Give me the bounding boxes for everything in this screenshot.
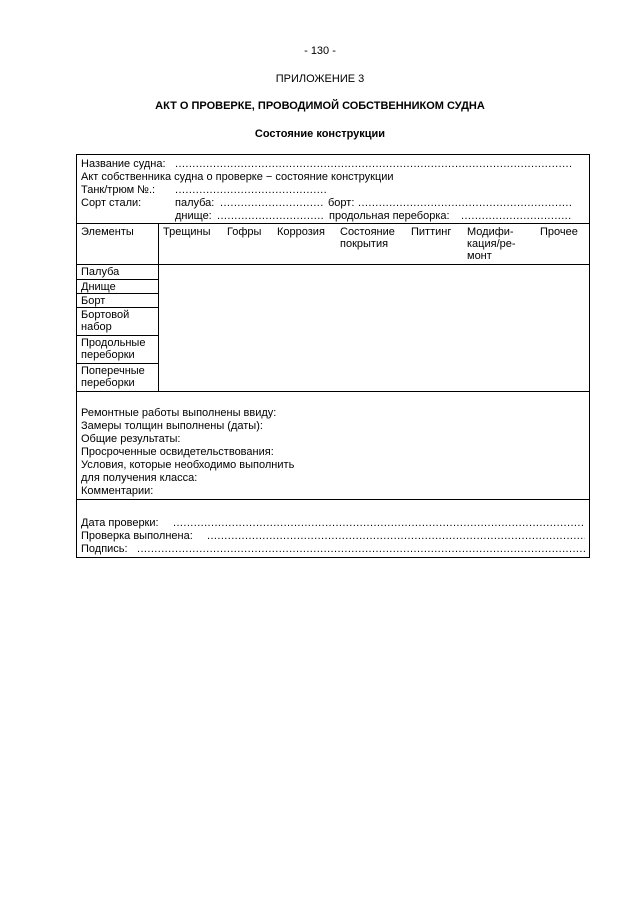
repairs-label: Ремонтные работы выполнены ввиду:: [81, 407, 277, 419]
bottom-steel-label: днище:: [175, 210, 212, 222]
col-buckling: Гофры: [227, 226, 262, 238]
deck-steel-label: палуба:: [175, 197, 215, 209]
divider: [77, 293, 158, 294]
class-conditions-label: Условия, которые необходимо выполнить: [81, 459, 295, 471]
col-other: Прочее: [540, 226, 578, 238]
steel-grade-label: Сорт стали:: [81, 197, 142, 209]
side-steel-label: борт:: [328, 197, 355, 209]
side-steel-field[interactable]: [358, 197, 571, 209]
bottom-steel-field[interactable]: [217, 210, 325, 222]
col-coating-condition: Состояние покрытия: [340, 226, 395, 250]
act-title-line: Акт собственника судна о проверке − состояние конструкции: [81, 171, 394, 183]
document-title: АКТ О ПРОВЕРКЕ, ПРОВОДИМОЙ СОБСТВЕННИКОМ СУДНА: [155, 100, 485, 112]
inspection-done-by-field[interactable]: [207, 530, 585, 542]
row-side-framing: Бортовой набор: [81, 309, 130, 333]
col-elements: Элементы: [81, 226, 134, 238]
divider: [77, 391, 589, 392]
long-bulkhead-steel-field[interactable]: [461, 210, 571, 222]
signature-label: Подпись:: [81, 543, 128, 555]
ship-name-label: Название судна:: [81, 158, 166, 170]
page-number: - 130 -: [304, 45, 336, 57]
inspection-date-field[interactable]: [173, 517, 585, 529]
document-subtitle: Состояние конструкции: [254, 128, 386, 140]
divider: [77, 363, 158, 364]
row-transverse-bulkheads: Поперечные переборки: [81, 365, 145, 389]
general-results-label: Общие результаты:: [81, 433, 181, 445]
row-deck: Палуба: [81, 266, 120, 278]
col-modification-repair: Модифи-кация/ре-монт: [467, 226, 516, 262]
class-conditions-label-cont: для получения класса:: [81, 472, 198, 484]
col-pitting: Питтинг: [411, 226, 452, 238]
inspection-date-label: Дата проверки:: [81, 517, 159, 529]
divider: [77, 335, 158, 336]
signature-field[interactable]: [137, 543, 585, 555]
row-side: Борт: [81, 295, 106, 307]
row-longitudinal-bulkheads: Продольные переборки: [81, 337, 146, 361]
tank-field[interactable]: [175, 184, 327, 196]
divider: [77, 223, 589, 224]
long-bulkhead-steel-label: продольная переборка:: [329, 210, 450, 222]
col-cracks: Трещины: [163, 226, 211, 238]
col-corrosion: Коррозия: [277, 226, 325, 238]
divider: [158, 223, 159, 391]
row-bottom: Днище: [81, 281, 116, 293]
divider: [77, 279, 158, 280]
divider: [77, 307, 158, 308]
inspection-form: [76, 154, 590, 558]
comments-label: Комментарии:: [81, 485, 154, 497]
deck-steel-field[interactable]: [220, 197, 324, 209]
overdue-surveys-label: Просроченные освидетельствования:: [81, 446, 274, 458]
tank-label: Танк/трюм №.:: [81, 184, 156, 196]
divider: [77, 264, 589, 265]
appendix-label: ПРИЛОЖЕНИЕ 3: [275, 73, 365, 85]
inspection-done-by-label: Проверка выполнена:: [81, 530, 193, 542]
thickness-measurements-label: Замеры толщин выполнены (даты):: [81, 420, 263, 432]
divider: [77, 499, 589, 500]
ship-name-field[interactable]: [175, 158, 571, 170]
